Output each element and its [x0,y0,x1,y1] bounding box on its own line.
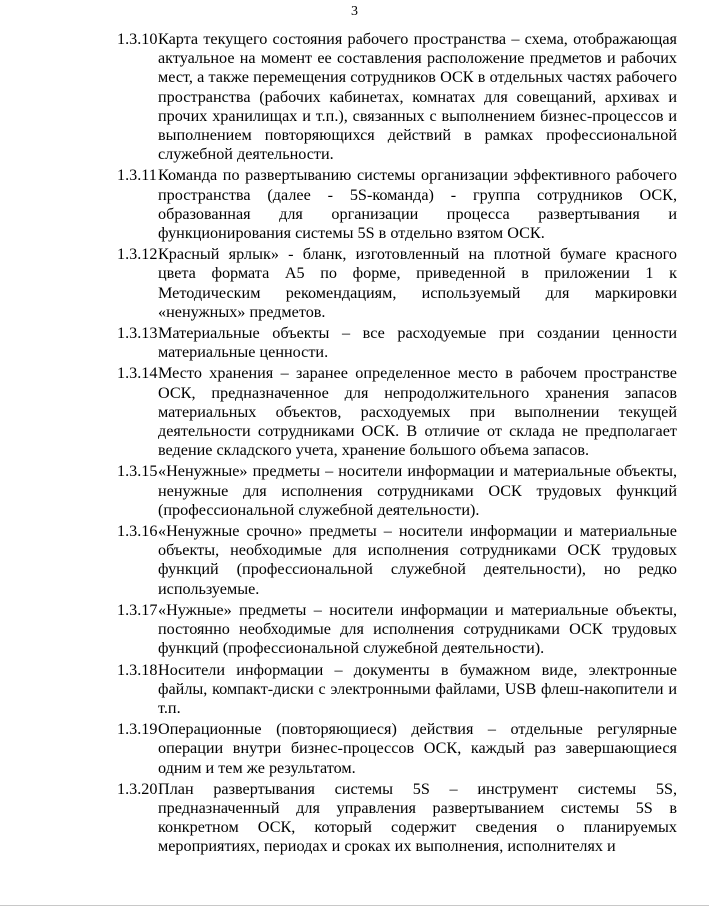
definition-item-1-3-18 [117,661,677,719]
item-number: 1.3.17 [117,600,158,619]
definition-item-1-3-16 [117,522,677,599]
definitions-list [117,30,677,859]
item-text: «Ненужные» предметы – носители информации и материальные объекты, ненужные для исполнения сотрудниками ОСК трудовых функций (профессиональной служебной деятельности). [158,462,677,519]
definition-item-1-3-20 [117,780,677,857]
definition-item-1-3-17 [117,601,677,659]
item-number: 1.3.18 [117,660,158,679]
item-number: 1.3.10 [117,30,158,48]
item-text: Карта текущего состояния рабочего пространства – схема, отображающая актуальное на момент ее составления расположение предметов и рабочих мест, а также перемещения сотрудников ОСК в отдельных частях рабочего пространства (рабочих кабинетах, комнатах для совещаний, архивах и прочих хранилищах и т.п.), связанных с выполнением бизнес-процессов и выполнением повторяющихся действий в рамках профессиональной служебной деятельности. [158,30,677,164]
item-number: 1.3.14 [117,364,158,383]
definition-item-1-3-13 [117,324,677,362]
item-text: План развертывания системы 5S – инструмент системы 5S, предназначенный для управления развертыванием системы 5S в конкретном ОСК, который содержит сведения о планируемых мероприятиях, периодах и сроках их выполнения, исполнителях и [158,779,677,856]
item-text: Место хранения – заранее определенное место в рабочем пространстве ОСК, предназначенное для непродолжительного хранения запасов материальных объектов, расходуемых при выполнении текущей деятельности сотрудниками ОСК. В отличие от склада не предполагает ведение складского учета, хранение большого объема запасов. [158,364,677,460]
item-text: Красный ярлык» - бланк, изготовленный на плотной бумаге красного цвета формата А5 по форме, приведенной в приложении 1 к Методическим рекомендациям, используемый для маркировки «ненужных» предметов. [158,245,677,321]
item-number: 1.3.13 [117,324,158,343]
definition-item-1-3-12 [117,245,677,322]
definition-item-1-3-15 [117,462,677,520]
item-number: 1.3.19 [117,720,158,739]
item-number: 1.3.20 [117,779,158,798]
item-text: Носители информации – документы в бумажном виде, электронные файлы, компакт-диски с электронными файлами, USB флеш-накопители и т.п. [158,660,677,717]
item-number: 1.3.12 [117,245,158,264]
definition-item-1-3-10 [117,30,677,164]
item-number: 1.3.15 [117,462,158,481]
item-text: Команда по развертыванию системы организации эффективного рабочего пространства (далее - 5S-команда) - группа сотрудников ОСК, образованная для организации процесса развертывания и функционирования системы 5S в отдельно взятом ОСК. [158,166,677,243]
definition-item-1-3-14 [117,364,677,460]
item-text: «Нужные» предметы – носители информации и материальные объекты, постоянно необходимые для исполнения сотрудниками ОСК трудовых функций (профессиональной служебной деятельности). [158,600,677,658]
definition-item-1-3-19 [117,720,677,778]
item-text: Операционные (повторяющиеся) действия – отдельные регулярные операции внутри бизнес-процессов ОСК, каждый раз завершающиеся одним и тем же результатом. [158,720,677,777]
page-number: 3 [351,4,358,19]
item-text: «Ненужные срочно» предметы – носители информации и материальные объекты, необходимые для исполнения сотрудниками ОСК трудовых функций (профессиональной служебной деятельности), но редко используемые. [158,522,677,598]
definition-item-1-3-11 [117,166,677,243]
item-number: 1.3.11 [117,166,157,185]
item-number: 1.3.16 [117,522,158,541]
item-text: Материальные объекты – все расходуемые при создании ценности материальные ценности. [158,324,677,362]
